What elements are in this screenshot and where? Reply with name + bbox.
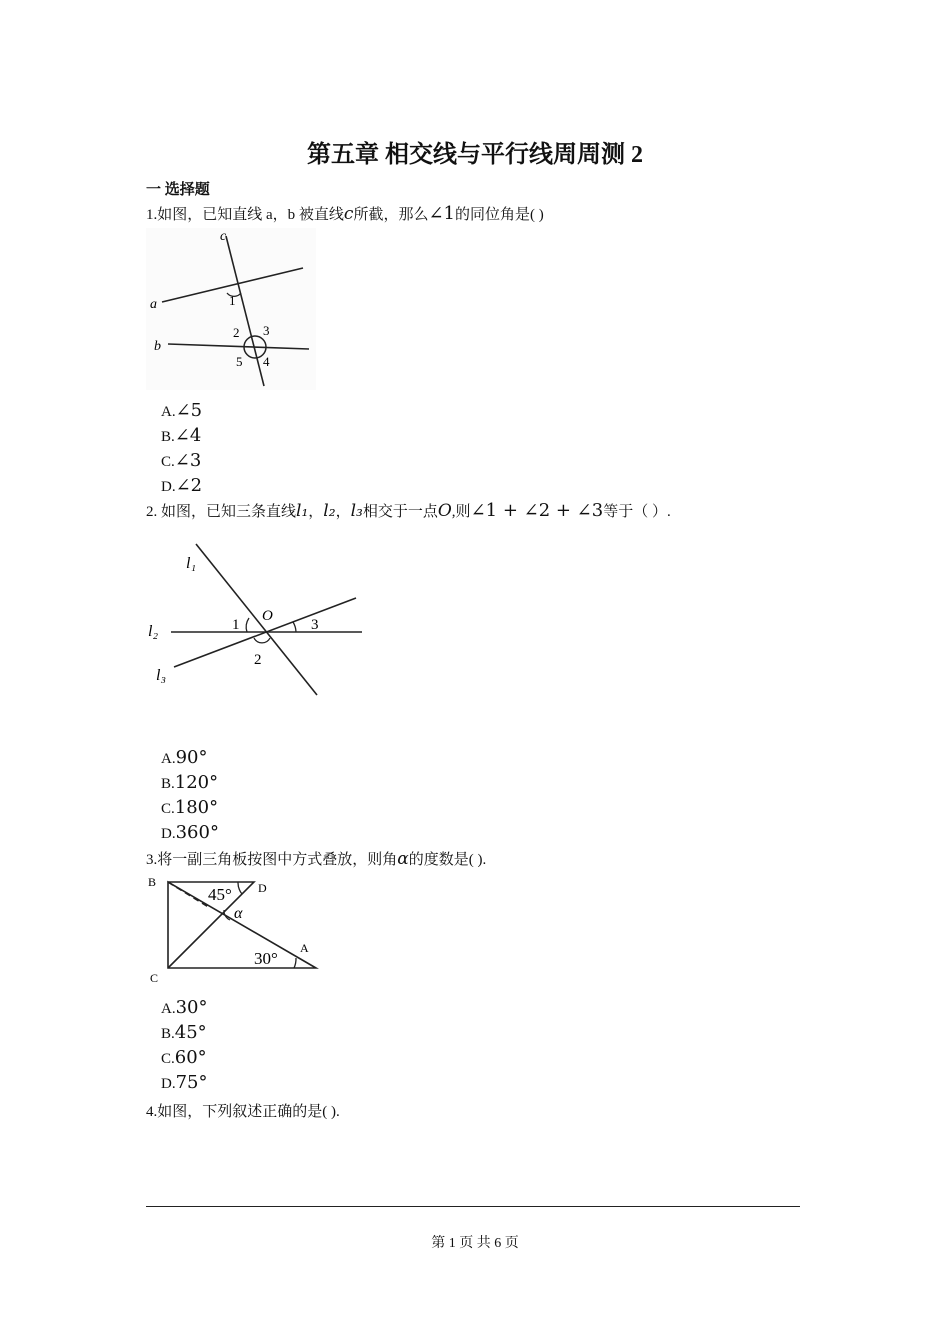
q2-option-b: B.120° <box>161 772 219 793</box>
q1-option-b: B.∠4 <box>161 425 202 446</box>
q1-angle: ∠1 <box>428 203 456 224</box>
q2-l1: l₁ <box>296 501 309 521</box>
q1-text-before: 1.如图，已知直线 a，b 被直线 <box>146 207 344 223</box>
q1-option-d: D.∠2 <box>161 475 203 496</box>
page-title: 第五章 相交线与平行线周周测 2 <box>307 142 643 168</box>
question-3-stem <box>146 848 486 869</box>
question-3-figure <box>146 872 321 987</box>
fig2-label-2: 2 <box>254 652 262 668</box>
question-1-figure <box>146 228 316 390</box>
q2-option-a: A.90° <box>161 747 208 768</box>
fig2-label-l2: l₂ <box>148 623 159 640</box>
q3-option-c: C.60° <box>161 1047 207 1068</box>
q3-text-after: 的度数是( ). <box>408 852 487 868</box>
q3-option-d: D.75° <box>161 1072 208 1093</box>
question-4-stem: 4.如图，下列叙述正确的是( ). <box>146 1104 340 1120</box>
question-2-stem: 2. 如图，已知三条直线l₁，l₂，l₃相交于一点O,则∠1 + ∠2 + ∠3等于（ ）. <box>146 500 671 521</box>
q3-alpha: α <box>397 849 409 869</box>
fig3-label-a: A <box>300 941 309 955</box>
question-1-stem <box>146 203 544 224</box>
fig1-label-3: 3 <box>263 323 270 338</box>
q2-option-c: C.180° <box>161 797 219 818</box>
fig2-label-l3: l₃ <box>156 667 167 684</box>
fig3-label-b: B <box>148 875 157 889</box>
q2-l3: l₃ <box>350 501 363 521</box>
fig1-label-a: a <box>150 297 157 312</box>
q2-l2: l₂ <box>323 501 336 521</box>
fig1-label-2: 2 <box>233 325 240 340</box>
q2-option-d: D.360° <box>161 822 219 843</box>
q1-var-c: c <box>343 204 354 224</box>
q1-text-mid: 所截，那么 <box>353 207 429 223</box>
q3-option-b: B.45° <box>161 1022 207 1043</box>
q1-text-after: 的同位角是( ) <box>455 207 544 223</box>
q2-text-after: 等于（ ）. <box>603 504 671 520</box>
fig1-label-5: 5 <box>236 354 243 369</box>
fig2-label-l1: l₁ <box>186 555 197 572</box>
fig1-label-c: c <box>220 229 227 244</box>
fig3-label-45: 45° <box>208 885 232 904</box>
q2-expression: ∠1 + ∠2 + ∠3 <box>470 500 604 521</box>
q2-point-o: O <box>437 501 452 521</box>
section-heading: 一 选择题 <box>146 182 210 198</box>
fig3-label-d: D <box>258 881 267 895</box>
fig1-label-4: 4 <box>263 354 270 369</box>
page-footer: 第 1 页 共 6 页 <box>431 1236 519 1251</box>
q1-option-a: A.∠5 <box>161 400 203 421</box>
fig2-label-3: 3 <box>311 617 319 633</box>
fig1-label-1: 1 <box>229 293 236 308</box>
fig3-label-alpha: α <box>234 905 243 922</box>
q1-option-c: C.∠3 <box>161 450 202 471</box>
fig3-label-c: C <box>150 971 159 985</box>
q3-option-a: A.30° <box>161 997 208 1018</box>
question-2-figure <box>146 540 366 700</box>
fig1-label-b: b <box>154 339 161 354</box>
fig2-label-o: O <box>262 608 273 624</box>
footer-rule <box>146 1206 800 1207</box>
q2-text-before: 2. 如图，已知三条直线 <box>146 504 297 520</box>
fig2-label-1: 1 <box>232 617 240 633</box>
fig3-label-30: 30° <box>254 949 278 968</box>
q3-text-before: 3.将一副三角板按图中方式叠放，则角 <box>146 852 398 868</box>
q2-text-mid: 相交于一点 <box>362 504 438 520</box>
